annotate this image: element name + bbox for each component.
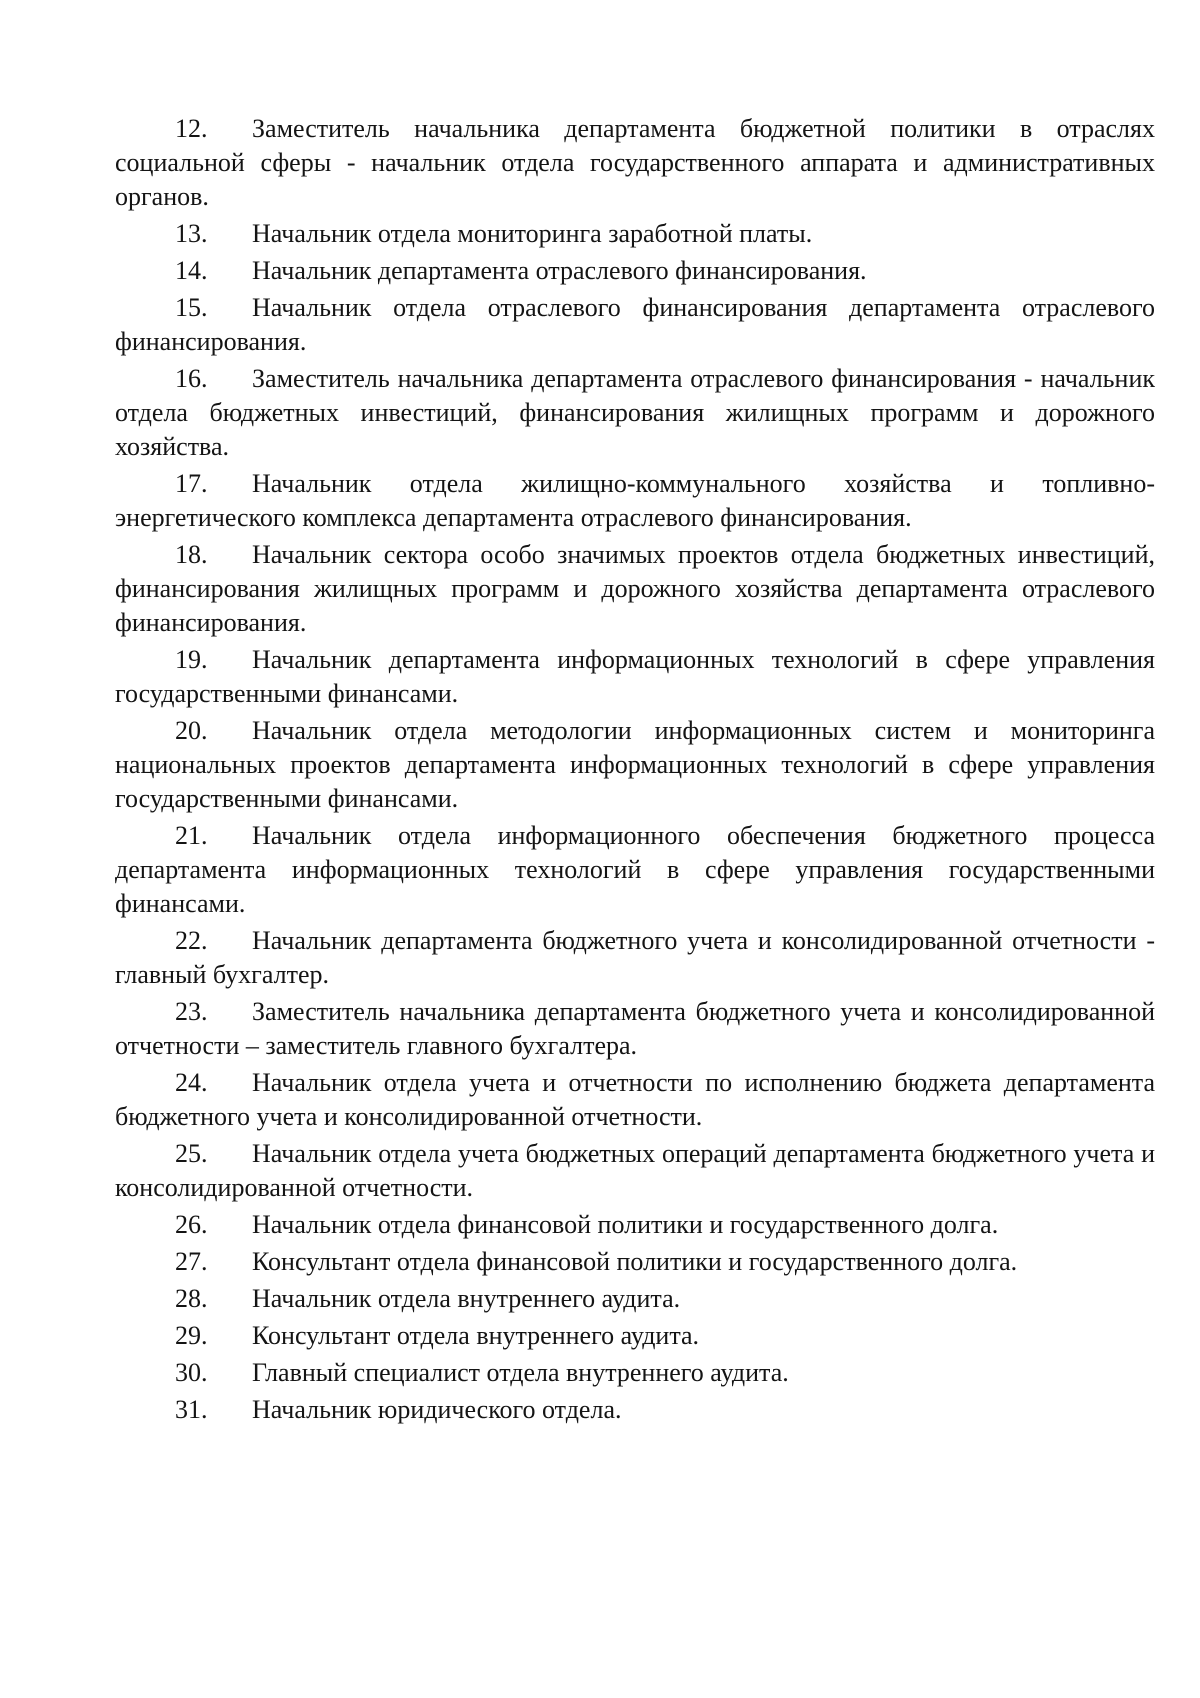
item-number: 18. — [175, 540, 208, 569]
list-item — [115, 1137, 1155, 1205]
list-item — [115, 112, 1155, 214]
list-item — [115, 538, 1155, 640]
list-item — [115, 1319, 1155, 1353]
list-item — [115, 1245, 1155, 1279]
item-text: Начальник сектора особо значимых проектов отдела бюджетных инвестиций, финансирования жилищных программ и дорожного хозяйства департамента отраслевого финансирования. — [115, 540, 1155, 637]
list-item — [115, 1282, 1155, 1316]
item-text: Заместитель начальника департамента бюджетного учета и консолидированной отчетности – заместитель главного бухгалтера. — [115, 997, 1155, 1060]
item-text: Начальник отдела учета и отчетности по исполнению бюджета департамента бюджетного учета и консолидированной отчетности. — [115, 1068, 1155, 1131]
item-text: Начальник отдела отраслевого финансирования департамента отраслевого финансирования. — [115, 293, 1155, 356]
item-text: Начальник департамента информационных технологий в сфере управления государственными финансами. — [115, 645, 1155, 708]
list-item — [115, 291, 1155, 359]
item-number: 21. — [175, 821, 208, 850]
item-number: 16. — [175, 364, 208, 393]
item-text: Начальник отдела мониторинга заработной платы. — [252, 219, 813, 248]
list-item — [115, 362, 1155, 464]
item-number: 30. — [175, 1358, 208, 1387]
item-number: 20. — [175, 716, 208, 745]
item-number: 28. — [175, 1284, 208, 1313]
item-number: 25. — [175, 1139, 208, 1168]
item-number: 31. — [175, 1395, 208, 1424]
item-number: 17. — [175, 469, 208, 498]
item-number: 26. — [175, 1210, 208, 1239]
item-text: Начальник отдела информационного обеспечения бюджетного процесса департамента информационных технологий в сфере управления государственными финансами. — [115, 821, 1155, 918]
list-item — [115, 467, 1155, 535]
item-number: 15. — [175, 293, 208, 322]
item-number: 23. — [175, 997, 208, 1026]
item-number: 19. — [175, 645, 208, 674]
item-text: Начальник отдела жилищно-коммунального хозяйства и топливно-энергетического комплекса департамента отраслевого финансирования. — [115, 469, 1155, 532]
item-number: 14. — [175, 256, 208, 285]
list-item — [115, 217, 1155, 251]
list-item — [115, 643, 1155, 711]
list-item — [115, 714, 1155, 816]
item-text: Заместитель начальника департамента бюджетной политики в отраслях социальной сферы - начальник отдела государственного аппарата и административных органов. — [115, 114, 1155, 211]
item-text: Начальник отдела финансовой политики и государственного долга. — [252, 1210, 999, 1239]
item-text: Консультант отдела внутреннего аудита. — [252, 1321, 700, 1350]
item-text: Начальник отдела учета бюджетных операций департамента бюджетного учета и консолидированной отчетности. — [115, 1139, 1155, 1202]
item-text: Консультант отдела финансовой политики и государственного долга. — [252, 1247, 1018, 1276]
list-item — [115, 1208, 1155, 1242]
item-number: 29. — [175, 1321, 208, 1350]
item-number: 22. — [175, 926, 208, 955]
item-text: Главный специалист отдела внутреннего аудита. — [252, 1358, 789, 1387]
item-text: Начальник отдела внутреннего аудита. — [252, 1284, 681, 1313]
list-item — [115, 924, 1155, 992]
item-text: Начальник департамента бюджетного учета и консолидированной отчетности - главный бухгалтер. — [115, 926, 1155, 989]
numbered-list — [115, 112, 1155, 1430]
item-number: 24. — [175, 1068, 208, 1097]
item-number: 13. — [175, 219, 208, 248]
list-item — [115, 254, 1155, 288]
list-item — [115, 995, 1155, 1063]
list-item — [115, 1356, 1155, 1390]
item-number: 12. — [175, 114, 208, 143]
item-text: Начальник отдела методологии информационных систем и мониторинга национальных проектов департамента информационных технологий в сфере управления государственными финансами. — [115, 716, 1155, 813]
list-item — [115, 1393, 1155, 1427]
item-text: Начальник департамента отраслевого финансирования. — [252, 256, 867, 285]
item-text: Заместитель начальника департамента отраслевого финансирования - начальник отдела бюджетных инвестиций, финансирования жилищных программ и дорожного хозяйства. — [115, 364, 1155, 461]
list-item — [115, 1066, 1155, 1134]
item-number: 27. — [175, 1247, 208, 1276]
list-item — [115, 819, 1155, 921]
item-text: Начальник юридического отдела. — [252, 1395, 622, 1424]
